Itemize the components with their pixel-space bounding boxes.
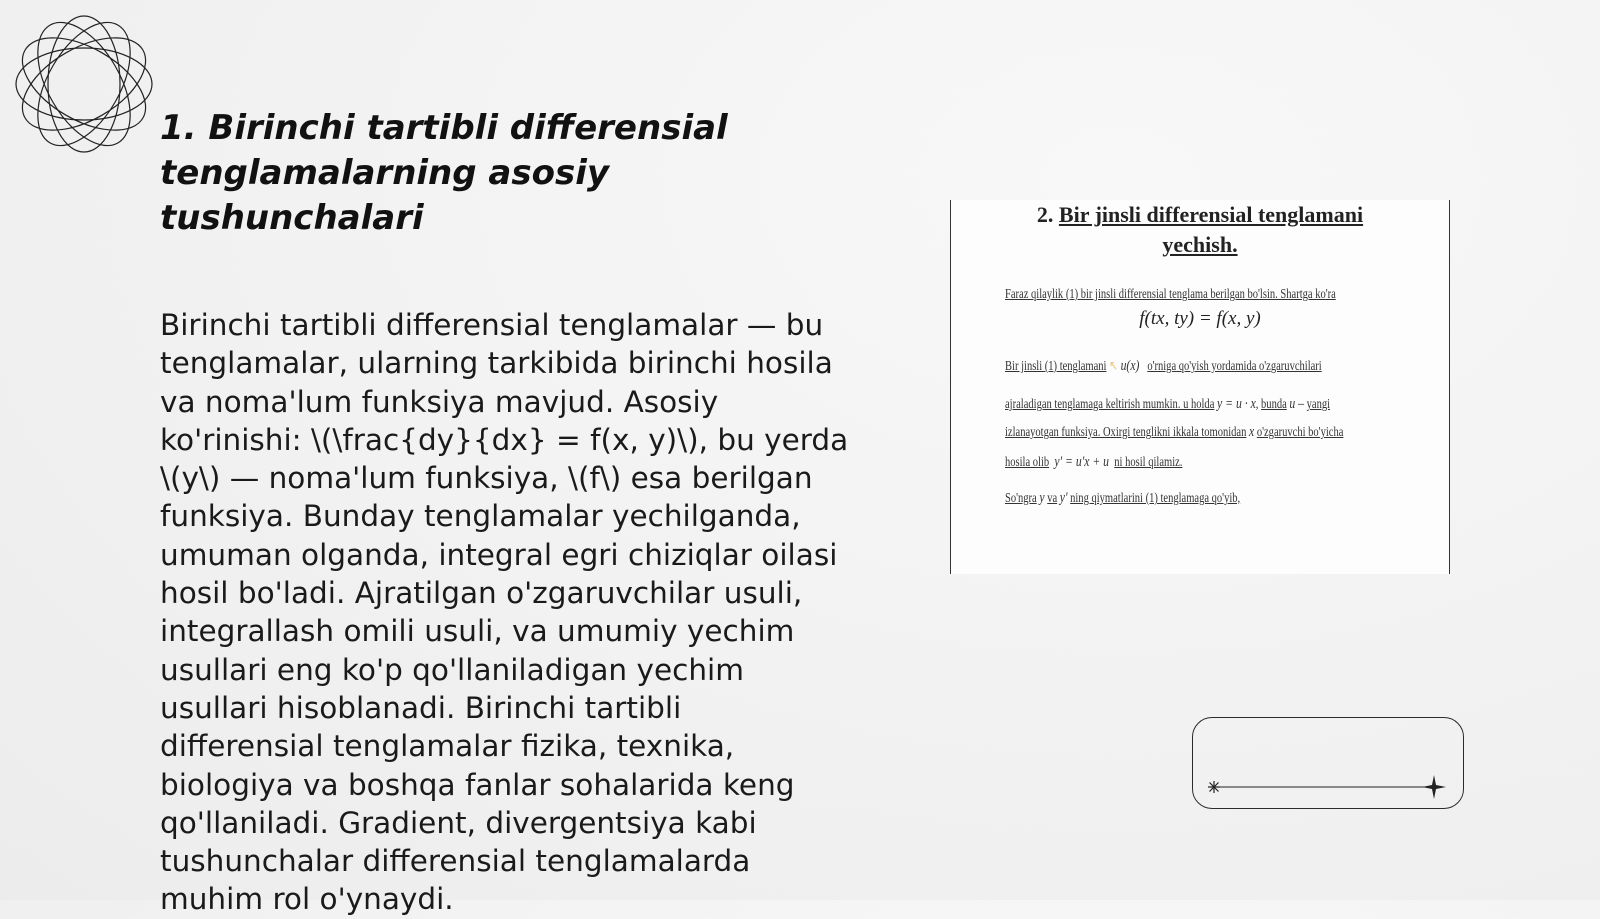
doc-line-6e: ning qiymatlarini (1) tenglamaga qo'yib, [1070,490,1241,505]
doc-line-6 [1005,490,1240,507]
doc-line-3: ajraladigan tenglamaga keltirish mumkin. u holda y = u · x, bunda u – yangi [1005,396,1331,412]
slide-title-line2: tenglamalarning asosiy tushunchalari [160,153,610,238]
doc-heading-line2: yechish. [1162,232,1238,257]
card-line-ornament [1192,717,1464,809]
spirograph-logo-icon [10,10,158,158]
doc-line-4c: o'zgaruvchi bo'yicha [1256,424,1344,439]
doc-line-5c: ni hosil qilamiz. [1114,454,1183,469]
doc-line-6b: y [1039,490,1045,506]
sparkle-icon [1422,775,1446,799]
doc-line-3b: y = u · x [1217,396,1256,412]
doc-line-5 [1005,454,1182,471]
doc-line-4b: x [1249,424,1255,440]
doc-line-1-text: Faraz qilaylik (1) bir jinsli differensial tenglama berilgan bo'lsin. Shartga ko'ra [1005,286,1336,301]
decorative-card [1192,717,1464,809]
slide-body-text: Birinchi tartibli differensial tenglamalar — bu tenglamalar, ularning tarkibida birinchi hosila va noma'lum funksiya mavjud. Asosiy ko'rinishi: \(\frac{dy}{dx} = f(x, y)\), bu yerda \(y\) — noma'lum funksiya, \(f\) esa berilgan funksiya. Bunday tenglamalar yechilganda, umuman olganda, integral egri chiziqlar oilasi hosil bo'ladi. Ajratilgan o'zgaruvchilar usuli, integrallash omili usuli, va umumiy yechim usullari eng ko'p qo'llaniladigan yechim usullari hisoblanadi. Birinchi tartibli differensial tenglamalar fizika, texnika, biologiya va boshqa fanlar sohalarida keng qo'llaniladi. Gradient, divergentsiya kabi tushunchalar differensial tenglamalarda muhim rol o'ynaydi. [160,308,849,917]
doc-line-3a: ajraladigan tenglamaga keltirish mumkin. u holda [1005,396,1215,411]
doc-line-3c: bunda [1261,396,1287,411]
slide-title [160,106,860,241]
doc-line-5a: hosila olib [1005,454,1050,469]
doc-line-2a: Bir jinsli (1) tenglamani [1005,358,1107,373]
document-scan-image [950,200,1450,574]
doc-heading-num: 2. [1036,202,1054,227]
starburst-icon [1208,781,1220,793]
cursor-icon: ↖ [1109,358,1118,373]
doc-line-2c: o'rniga qo'yish yordamida o'zgaruvchilari [1147,358,1322,373]
doc-line-6a: So'ngra [1005,490,1037,505]
doc-line-4a: izlanayotgan funksiya. Oxirgi tenglikni ikkala tomonidan [1005,424,1247,439]
doc-line-4 [1005,424,1343,441]
doc-line-1 [1005,286,1336,302]
doc-line-5b: y' = u'x + u [1054,454,1110,470]
doc-line-3d: u – [1289,396,1305,412]
doc-heading-line1: Bir jinsli differensial tenglamani [1058,202,1364,227]
doc-line-2b: u(x) [1120,358,1140,374]
doc-line-2 [1005,358,1322,375]
doc-line-6c: va [1047,490,1058,505]
doc-formula: f(tx, ty) = f(x, y) [1139,308,1261,329]
doc-heading [951,200,1449,260]
doc-line-3e: yangi [1306,396,1331,411]
doc-line-6d: y' [1059,490,1068,506]
slide-title-line1: 1. Birinchi tartibli differensial [160,108,728,148]
